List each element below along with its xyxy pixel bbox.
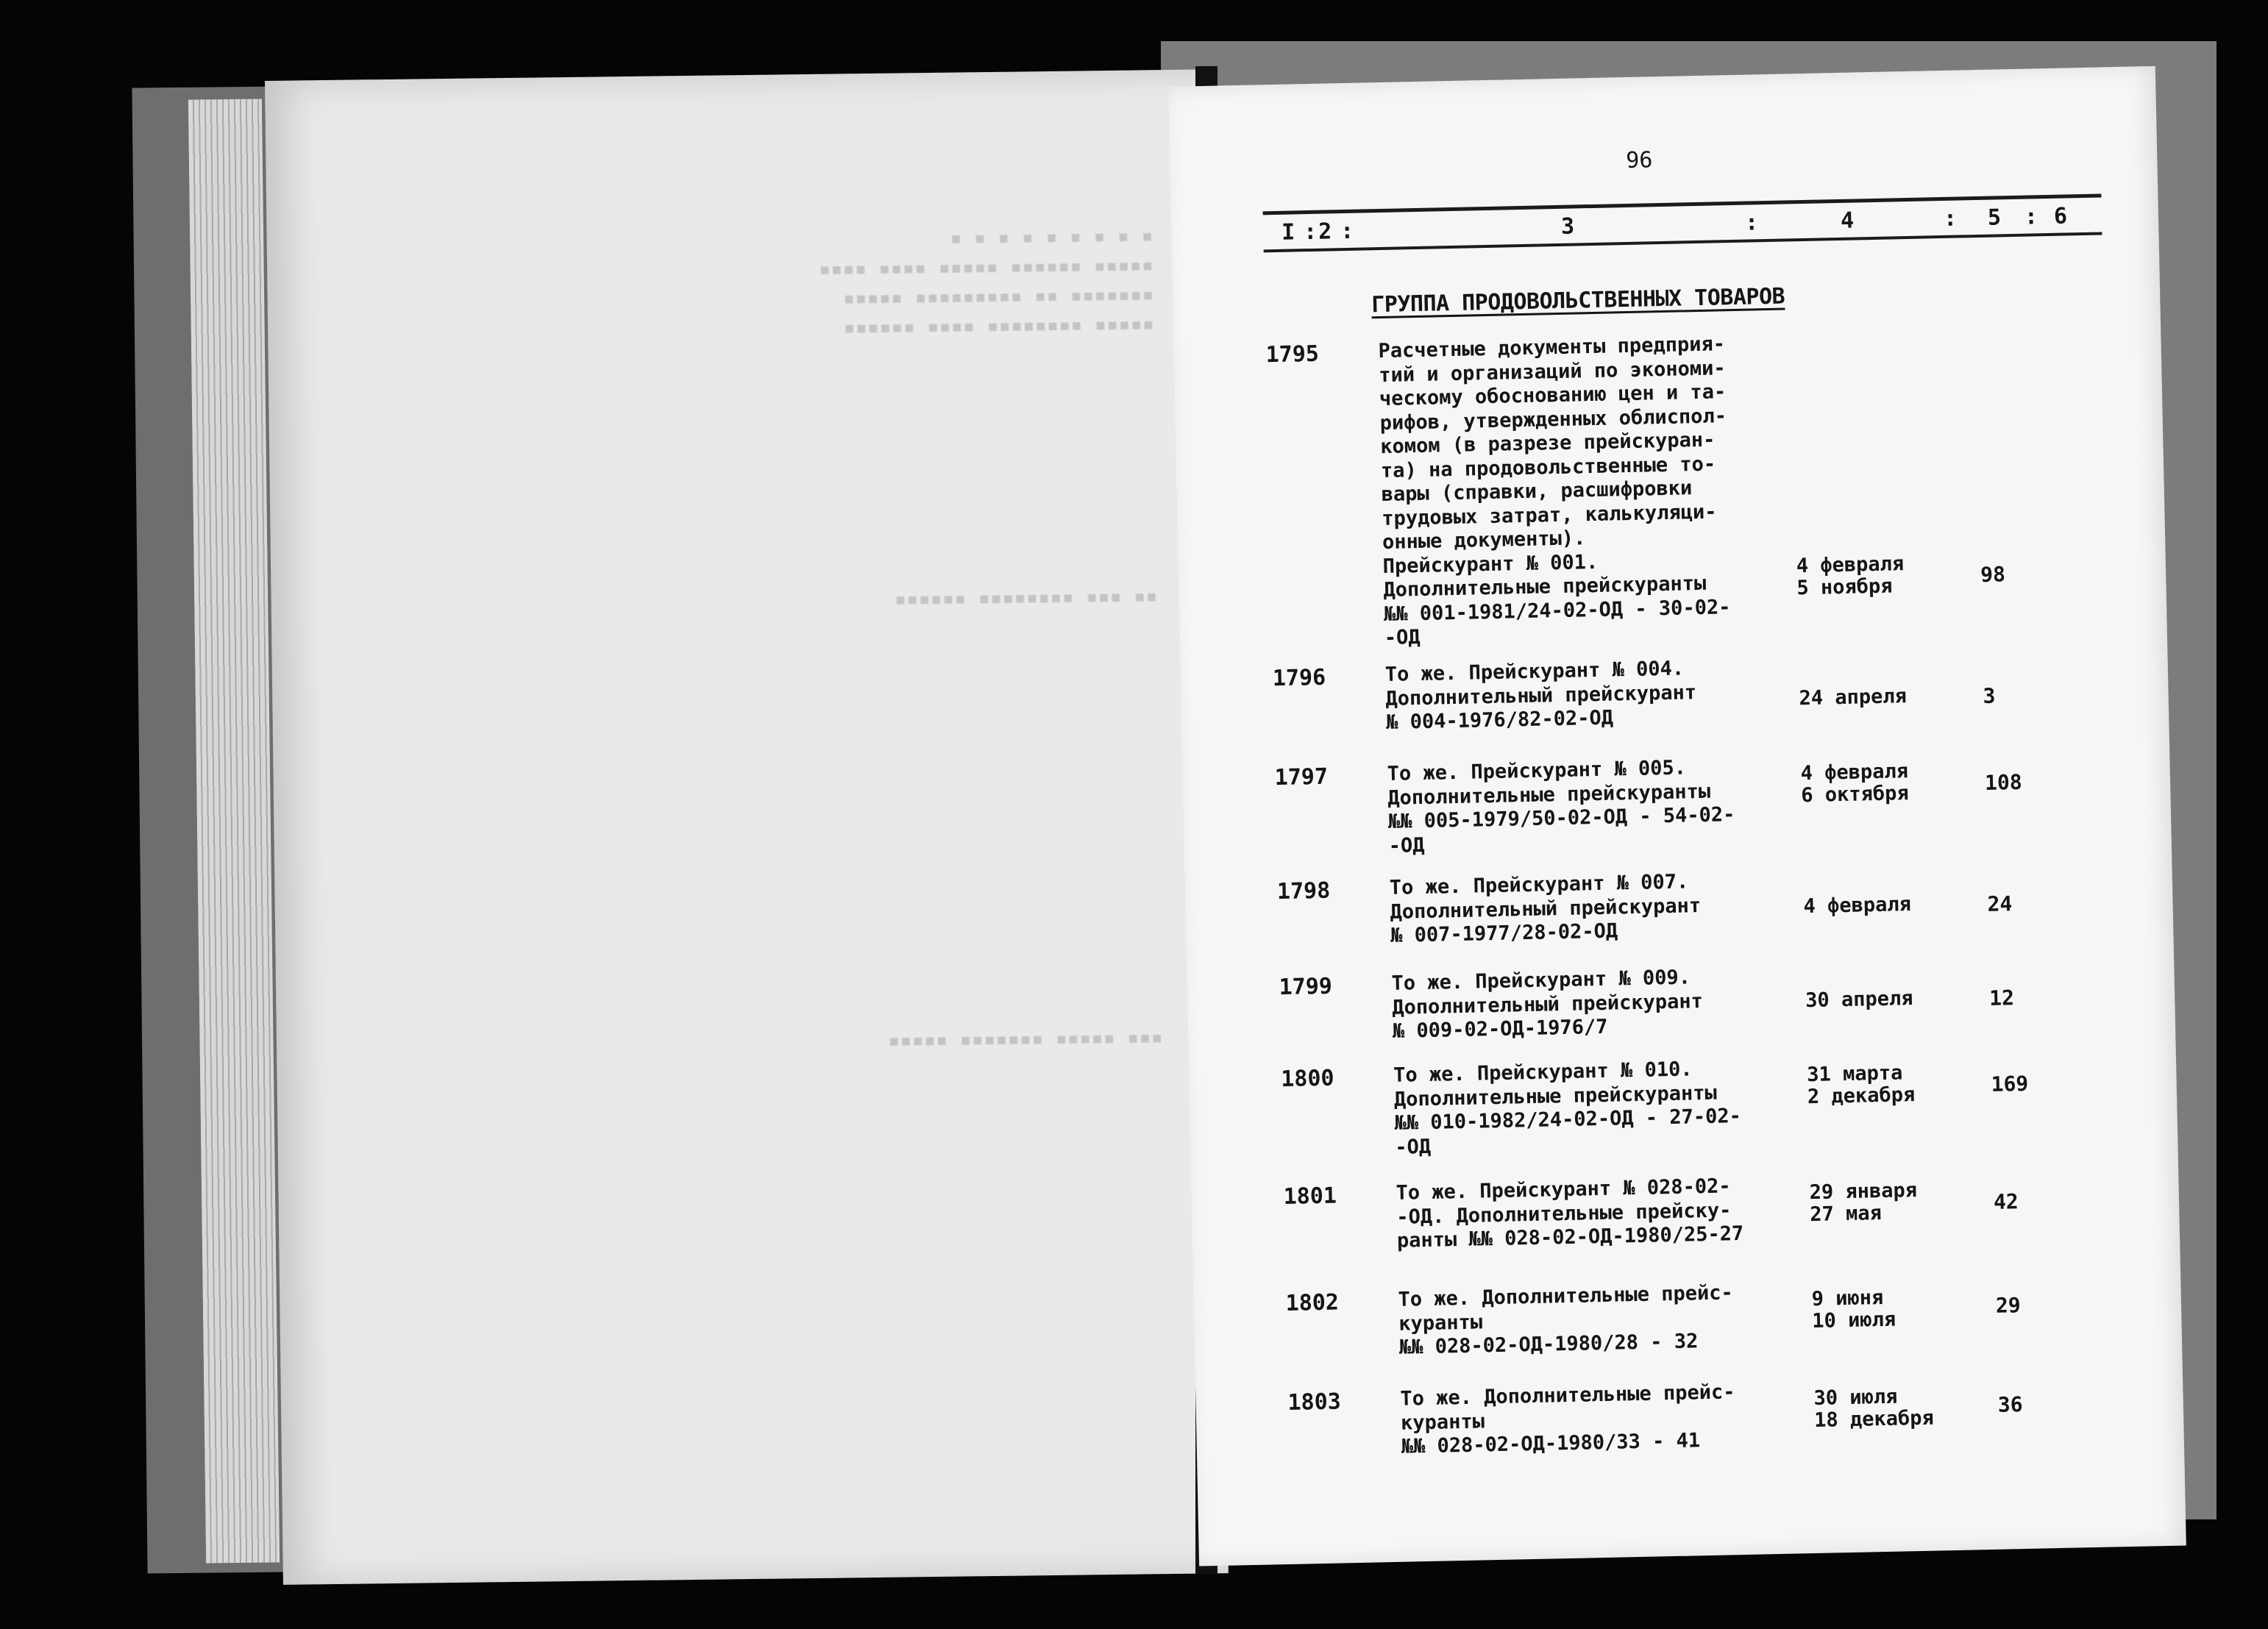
- entry-number: 1801: [1283, 1183, 1337, 1211]
- table-row: [1191, 1166, 2178, 1252]
- column-6-header: 6: [2053, 203, 2068, 229]
- section-title: ГРУППА ПРОДОВОЛЬСТВЕННЫХ ТОВАРОВ: [1371, 283, 1785, 318]
- table-row: [1182, 746, 2169, 858]
- entry-sheet-count: 24: [1987, 891, 2013, 916]
- entry-number: 1796: [1272, 664, 1326, 692]
- entry-dates: 4 февраля: [1803, 893, 1912, 919]
- entry-dates: 9 июня 10 июля: [1811, 1286, 1896, 1333]
- entry-description: То же. Прейскурант № 005. Дополнительные прейскуранты №№ 005-1979/50-02-ОД - 54-02- -ОД: [1387, 756, 1735, 858]
- entry-description: То же. Прейскурант № 007. Дополнительный прейскурант № 007-1977/28-02-ОД: [1389, 870, 1702, 947]
- entry-description: Расчетные документы предприя- тий и организаций по экономи- ческому обоснованию цен и та- рифов, утвержденных облиспол- комом (в разрезе прейскуран- та) на продовольственные то- вары (справки, расшифровки трудовых затрат, калькуляци- онные документы). Прейскурант № 001. Дополнительные прейскуранты №№ 001-1981/24-02-ОД - 30-02- -ОД: [1378, 332, 1731, 650]
- entry-number: 1803: [1287, 1389, 1342, 1416]
- column-4-header: 4: [1840, 207, 1855, 234]
- column-5-header: 5: [1987, 204, 2002, 231]
- entry-sheet-count: 169: [1991, 1071, 2029, 1097]
- left-page: [265, 69, 1229, 1585]
- left-page-bleed-through: ▪ ▪ ▪ ▪ ▪ ▪ ▪ ▪ ▪ ▪▪▪▪▪ ▪▪▪▪▪▪ ▪▪▪▪▪ ▪▪▪▪ ▪▪▪▪ ▪▪▪▪▪▪▪ ▪▪ ▪▪▪▪▪▪▪▪▪ ▪▪▪▪▪ ▪▪▪▪▪ ▪▪▪▪▪▪▪▪ ▪▪▪▪ ▪▪▪▪▪▪ ▪▪ ▪▪▪ ▪▪▪▪▪▪▪▪ ▪▪▪▪▪▪ ▪▪▪ ▪▪▪▪▪ ▪▪▪▪▪▪▪ ▪▪▪▪▪: [818, 224, 1164, 1052]
- table-row: [1181, 647, 2168, 734]
- entry-description: То же. Дополнительные прейс- куранты №№ 028-02-ОД-1980/28 - 32: [1398, 1281, 1733, 1359]
- table-row: [1187, 956, 2174, 1043]
- page-number: 96: [1625, 147, 1653, 174]
- entry-description: То же. Прейскурант № 028-02- -ОД. Дополнительные прейску- ранты №№ 028-02-ОД-1980/25-27: [1396, 1174, 1744, 1252]
- entry-sheet-count: 42: [1993, 1189, 2019, 1214]
- entry-sheet-count: 98: [1980, 562, 2006, 588]
- entry-sheet-count: 108: [1984, 769, 2022, 795]
- column-separator: :: [1340, 218, 1354, 245]
- entry-sheet-count: 36: [1997, 1392, 2023, 1417]
- entry-dates: 31 марта 2 декабря: [1807, 1061, 1916, 1109]
- entry-description: То же. Прейскурант № 009. Дополнительный прейскурант № 009-02-ОД-1976/7: [1391, 966, 1704, 1043]
- entry-dates: 4 февраля 5 ноября: [1796, 552, 1905, 600]
- table-rule-top: [1263, 193, 2102, 215]
- entry-description: То же. Прейскурант № 004. Дополнительный прейскурант № 004-1976/82-02-ОД: [1384, 657, 1697, 734]
- table-row: [1173, 324, 2161, 650]
- column-separator: :: [1744, 210, 1759, 236]
- entry-number: 1797: [1274, 763, 1329, 791]
- entry-dates: 24 апреля: [1799, 685, 1908, 710]
- entry-sheet-count: 3: [1983, 683, 1996, 708]
- right-page: [1168, 66, 2186, 1566]
- column-separator: :: [2024, 204, 2038, 230]
- column-2-header: 2: [1318, 218, 1332, 245]
- entry-number: 1799: [1279, 973, 1333, 1001]
- entry-number: 1795: [1265, 341, 1320, 368]
- table-row: [1195, 1372, 2183, 1458]
- column-separator: :: [1303, 218, 1318, 246]
- table-rule-bottom: [1264, 232, 2102, 252]
- entry-sheet-count: 12: [1988, 985, 2015, 1010]
- table-row: [1185, 860, 2172, 947]
- column-separator: :: [1943, 205, 1958, 232]
- entry-number: 1802: [1285, 1289, 1340, 1317]
- table-row: [1193, 1272, 2180, 1359]
- column-1-header: I: [1281, 219, 1295, 246]
- entry-dates: 29 января 27 мая: [1809, 1179, 1918, 1227]
- entry-sheet-count: 29: [1995, 1293, 2022, 1318]
- entry-number: 1800: [1280, 1065, 1334, 1093]
- entry-description: То же. Дополнительные прейс- куранты №№ 028-02-ОД-1980/33 - 41: [1400, 1380, 1735, 1458]
- column-3-header: 3: [1560, 213, 1575, 240]
- entry-dates: 30 июля 18 декабря: [1813, 1385, 1935, 1433]
- entry-dates: 30 апреля: [1805, 987, 1913, 1013]
- entry-number: 1798: [1276, 877, 1331, 905]
- entry-dates: 4 февраля 6 октября: [1800, 760, 1909, 808]
- entry-description: То же. Прейскурант № 010. Дополнительные прейскуранты №№ 010-1982/24-02-ОД - 27-02- -ОД: [1393, 1058, 1742, 1159]
- table-row: [1189, 1048, 2176, 1159]
